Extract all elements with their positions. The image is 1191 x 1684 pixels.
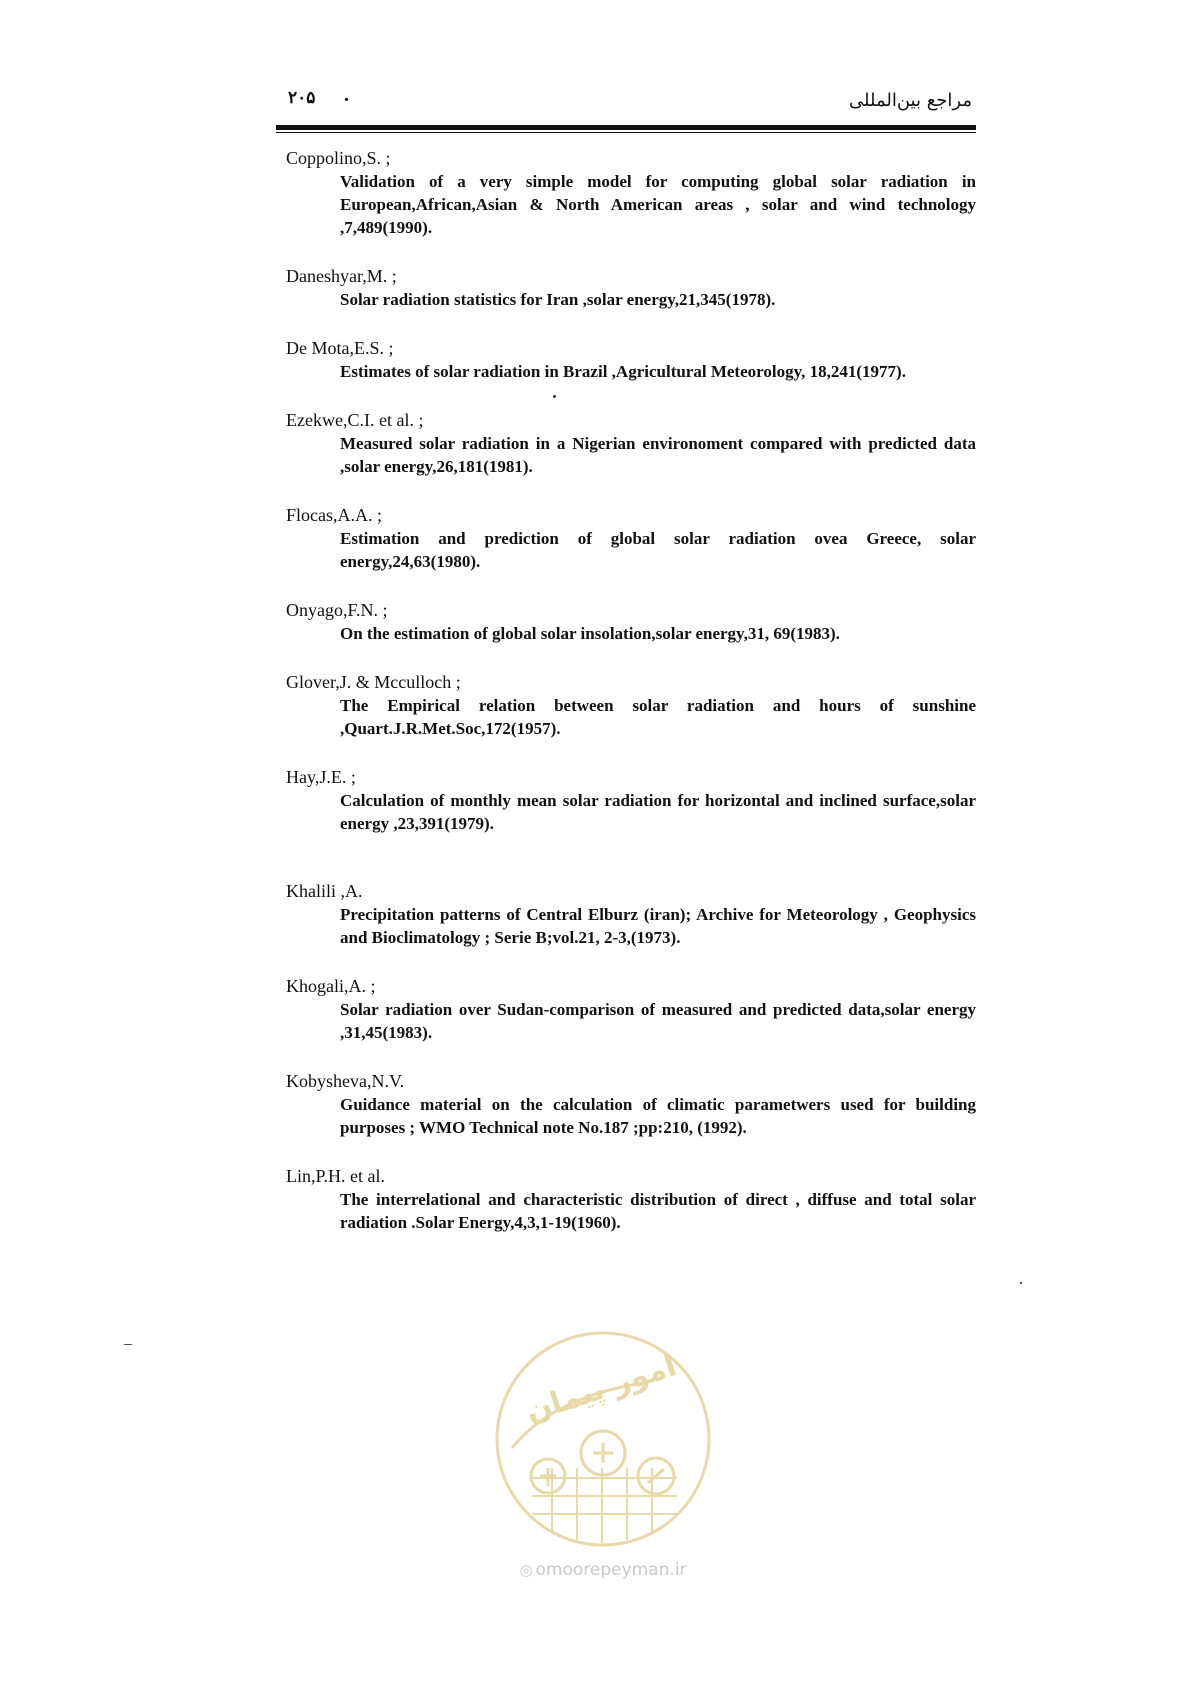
page-number: ۲۰۵ xyxy=(288,88,316,107)
reference-author: Daneshyar,M. ; xyxy=(286,266,397,286)
reference-author: Khogali,A. ; xyxy=(286,976,376,996)
reference-text: Validation of a very simple model for computing global solar radiation in European,African,Asian & North American areas , solar and wind technology ,7,489(1990). xyxy=(340,172,976,237)
globe-icon: ◎ xyxy=(519,1561,533,1579)
reference-text: The interrelational and characteristic distribution of direct , diffuse and total solar radiation .Solar Energy,4,3,1-19(1960). xyxy=(340,1190,976,1232)
reference-item xyxy=(286,765,976,835)
reference-text: Solar radiation over Sudan-comparison of measured and predicted data,solar energy ,31,45(1983). xyxy=(340,1000,976,1042)
reference-author: Ezekwe,C.I. et al. ; xyxy=(286,410,424,430)
reference-item xyxy=(286,1069,976,1139)
reference-text: Measured solar radiation in a Nigerian environoment compared with predicted data ,solar energy,26,181(1981). xyxy=(340,434,976,476)
reference-author: Khalili ,A. xyxy=(286,881,363,901)
reference-text: Precipitation patterns of Central Elburz (iran); Archive for Meteorology , Geophysics and Bioclimatology ; Serie B;vol.21, 2-3,(1973). xyxy=(340,905,976,947)
watermark-logo-text: امور پیمان xyxy=(521,1348,681,1430)
reference-author: Kobysheva,N.V. xyxy=(286,1071,405,1091)
reference-item xyxy=(286,879,976,949)
reference-item xyxy=(286,336,976,383)
page-header xyxy=(276,84,976,118)
reference-author: Lin,P.H. et al. xyxy=(286,1166,385,1186)
running-title: مراجع بین‌المللی xyxy=(849,90,972,111)
scan-speck xyxy=(1020,1282,1022,1284)
reference-text: On the estimation of global solar insolation,solar energy,31, 69(1983). xyxy=(340,624,840,643)
reference-item xyxy=(286,670,976,740)
reference-text: Solar radiation statistics for Iran ,solar energy,21,345(1978). xyxy=(340,290,776,309)
reference-item xyxy=(286,598,976,645)
reference-author: Hay,J.E. ; xyxy=(286,767,356,787)
reference-text: Calculation of monthly mean solar radiation for horizontal and inclined surface,solar energy ,23,391(1979). xyxy=(340,791,976,833)
reference-item xyxy=(286,146,976,239)
reference-item xyxy=(286,264,976,311)
reference-text: Estimation and prediction of global solar radiation ovea Greece, solar energy,24,63(1980). xyxy=(340,529,976,571)
scan-speck xyxy=(124,1344,132,1345)
scan-speck xyxy=(553,395,556,398)
reference-author: De Mota,E.S. ; xyxy=(286,338,394,358)
reference-author: Glover,J. & Mcculloch ; xyxy=(286,672,461,692)
reference-text: Guidance material on the calculation of climatic parametwers used for building purposes ; WMO Technical note No.187 ;pp:210, (1992). xyxy=(340,1095,976,1137)
reference-text: Estimates of solar radiation in Brazil ,Agricultural Meteorology, 18,241(1977). xyxy=(340,362,906,381)
reference-text: The Empirical relation between solar radiation and hours of sunshine ,Quart.J.R.Met.Soc,172(1957). xyxy=(340,696,976,738)
watermark-site xyxy=(488,1560,718,1580)
reference-item xyxy=(286,408,976,478)
reference-author: Onyago,F.N. ; xyxy=(286,600,388,620)
reference-author: Coppolino,S. ; xyxy=(286,148,391,168)
reference-item xyxy=(286,1164,976,1234)
watermark-logo-icon xyxy=(492,1328,714,1550)
header-separator: . xyxy=(344,84,349,106)
reference-list xyxy=(286,146,976,1259)
reference-author: Flocas,A.A. ; xyxy=(286,505,382,525)
watermark-site-text: omoorepeyman.ir xyxy=(535,1560,687,1580)
reference-item xyxy=(286,503,976,573)
header-rule-thick xyxy=(276,125,976,130)
reference-item xyxy=(286,974,976,1044)
header-rule-thin xyxy=(276,132,976,133)
